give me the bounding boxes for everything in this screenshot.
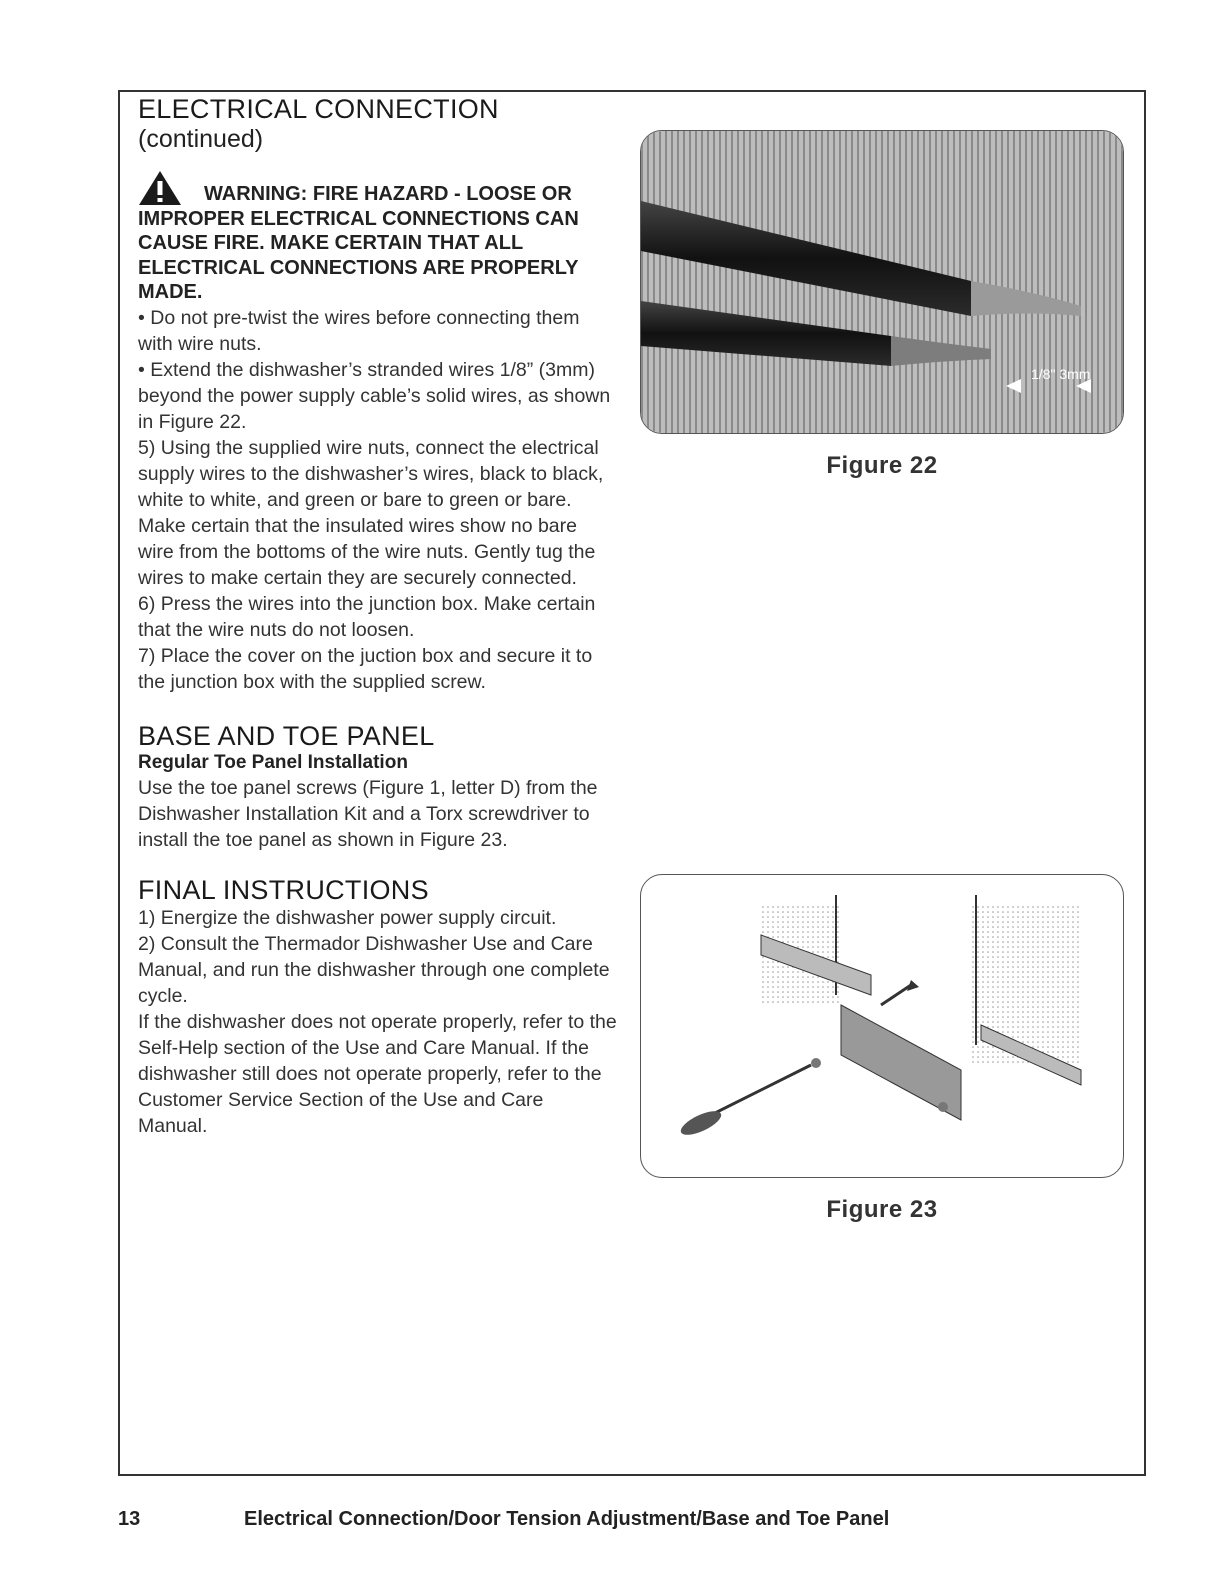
toe-panel-instructions: Use the toe panel screws (Figure 1, letter D) from the Dishwasher Installation Kit and a Torx screwdriver to install the toe panel as shown in Figure 23. [138, 776, 598, 851]
final-step-1: 1) Energize the dishwasher power supply circuit. [138, 906, 557, 929]
wire-photo-illustration [641, 131, 1124, 434]
bullet-extend-wires: • Extend the dishwasher’s stranded wires 1/8” (3mm) beyond the power supply cable’s solid wires, as shown in Figure 22. [138, 358, 611, 433]
regular-toe-panel-subheading: Regular Toe Panel Installation [138, 751, 408, 773]
base-toe-panel-section [138, 721, 618, 853]
warning-text: WARNING: FIRE HAZARD - LOOSE OR IMPROPER ELECTRICAL CONNECTIONS CAN CAUSE FIRE. MAKE CERTAIN THAT ALL ELECTRICAL CONNECTIONS ARE PROPERLY MADE. [138, 183, 579, 303]
page-number: 13 [118, 1508, 141, 1530]
left-column [138, 94, 618, 1139]
toe-panel-illustration [641, 875, 1124, 1178]
base-toe-panel-heading: BASE AND TOE PANEL [138, 720, 435, 751]
bullet-pretwist: • Do not pre-twist the wires before connecting them with wire nuts. [138, 306, 580, 355]
final-note: If the dishwasher does not operate properly, refer to the Self-Help section of the Use and Care Manual. If the dishwasher still does not operate properly, refer to the Customer Service Section of the Use and Care Manual. [138, 1010, 617, 1137]
step-5: 5) Using the supplied wire nuts, connect the electrical supply wires to the dishwasher’s wires, black to black, white to white, and green or bare to green or bare. Make certain that the insulated wires show no bare wire from the bottoms of the wire nuts. Gently tug the wires to make certain they are securely connected. [138, 436, 604, 589]
fig22-measure-label: 1/8" 3mm [1031, 366, 1091, 382]
step-6: 6) Press the wires into the junction box. Make certain that the wire nuts do not loosen. [138, 592, 596, 641]
right-column [640, 130, 1124, 1224]
figure-23-image [640, 874, 1124, 1178]
final-instructions-section [138, 875, 618, 1139]
step-7: 7) Place the cover on the juction box and secure it to the junction box with the supplied screw. [138, 644, 593, 693]
final-step-2: 2) Consult the Thermador Dishwasher Use and Care Manual, and run the dishwasher through one complete cycle. [138, 932, 610, 1007]
electrical-connection-heading: ELECTRICAL CONNECTION [138, 94, 499, 124]
final-instructions-heading: FINAL INSTRUCTIONS [138, 874, 429, 905]
figure-23-caption: Figure 23 [826, 1196, 938, 1223]
figure-22-caption: Figure 22 [826, 452, 938, 479]
warning-triangle-icon [138, 170, 182, 206]
continued-label: (continued) [138, 125, 264, 153]
fire-hazard-warning [138, 170, 618, 305]
footer-title: Electrical Connection/Door Tension Adjustment/Base and Toe Panel [244, 1508, 890, 1530]
figure-22-image [640, 130, 1124, 434]
